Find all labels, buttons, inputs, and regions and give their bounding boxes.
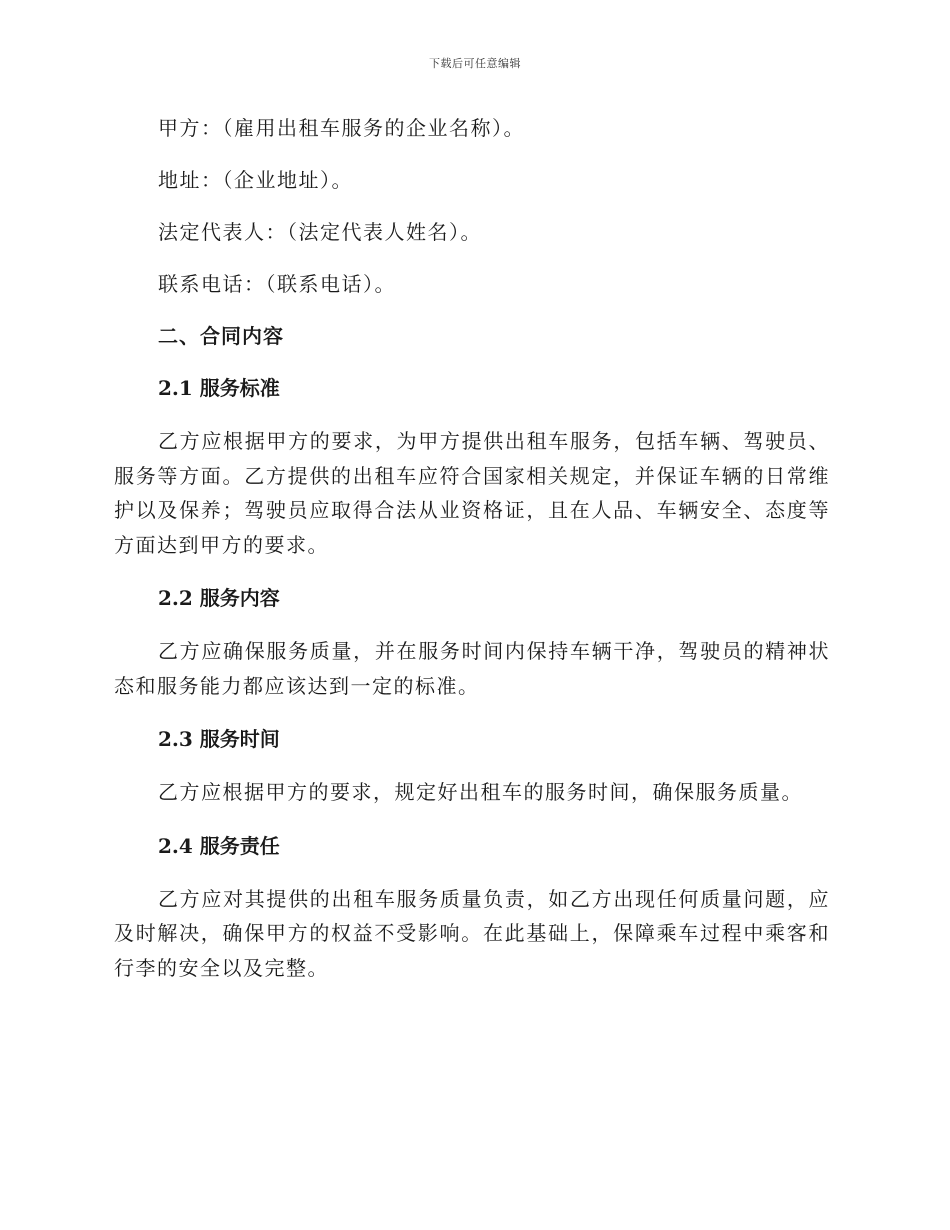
party-a-address-line: 地址：（企业地址）。 — [158, 168, 353, 192]
party-a-name-line: 甲方：（雇用出租车服务的企业名称）。 — [158, 116, 525, 140]
paragraph-service-time: 乙方应根据甲方的要求，规定好出租车的服务时间，确保服务质量。 — [158, 780, 803, 804]
party-a-phone-line: 联系电话：（联系电话）。 — [158, 272, 396, 296]
subheading-service-time: 2.3 服务时间 — [158, 727, 280, 751]
paragraph-service-content: 乙方应确保服务质量，并在服务时间内保持车辆干净，驾驶员的精神状态和服务能力都应该达到一定的标准。 — [114, 639, 830, 698]
section-heading-contract-content: 二、合同内容 — [158, 324, 284, 348]
paragraph-service-responsibility: 乙方应对其提供的出租车服务质量负责，如乙方出现任何质量问题，应及时解决，确保甲方的权益不受影响。在此基础上，保障乘车过程中乘客和行李的安全以及完整。 — [114, 886, 830, 980]
subheading-service-responsibility: 2.4 服务责任 — [158, 833, 280, 858]
subheading-service-standard: 2.1 服务标准 — [158, 376, 280, 400]
header-note: 下载后可任意编辑 — [429, 57, 521, 70]
party-a-representative-line: 法定代表人：（法定代表人姓名）。 — [158, 220, 482, 244]
document-content — [114, 112, 830, 1005]
subheading-service-content: 2.2 服务内容 — [158, 586, 280, 610]
paragraph-service-standard: 乙方应根据甲方的要求，为甲方提供出租车服务，包括车辆、驾驶员、服务等方面。乙方提供的出租车应符合国家相关规定，并保证车辆的日常维护以及保养；驾驶员应取得合法从业资格证，且在人品、车辆安全、态度等方面达到甲方的要求。 — [114, 429, 830, 557]
